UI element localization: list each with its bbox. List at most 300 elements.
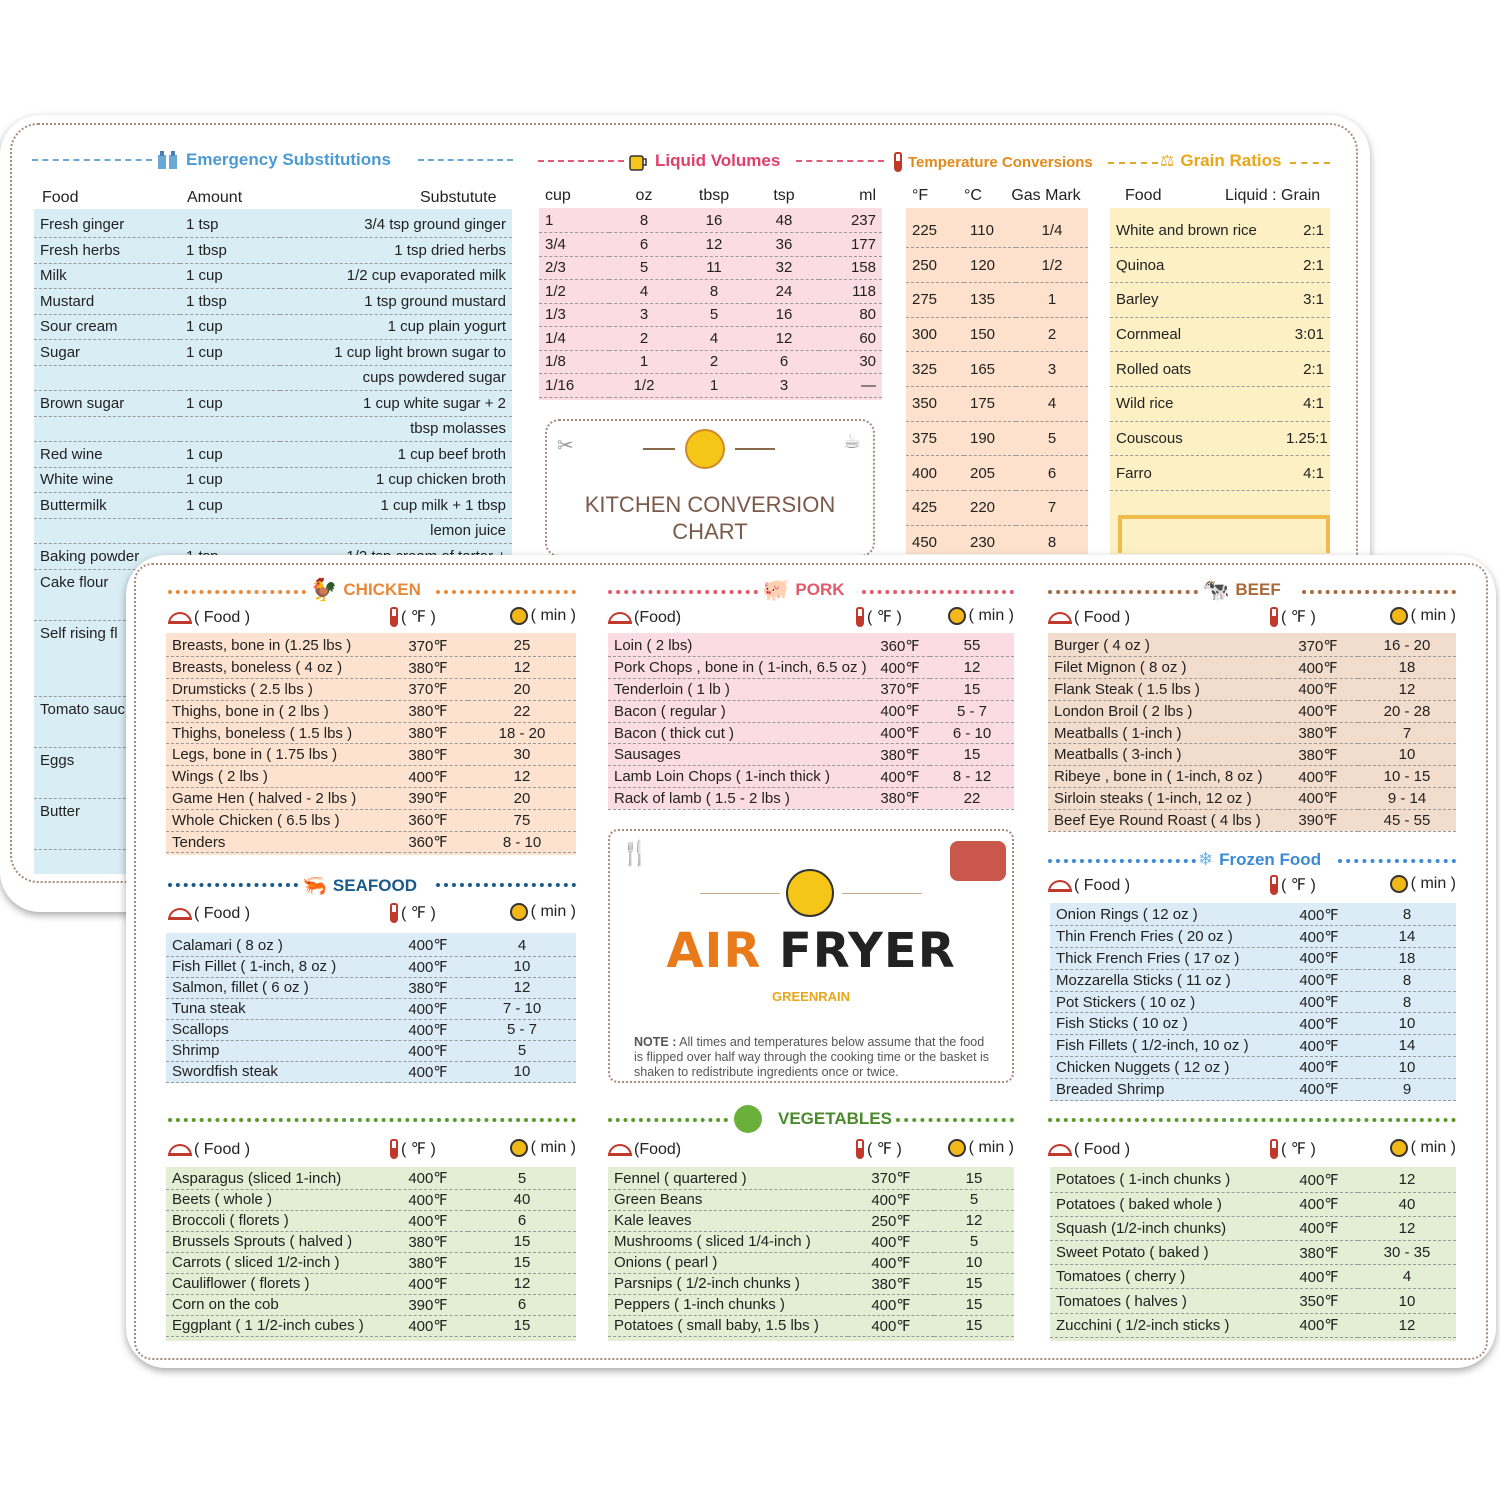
table-cell: Fish Sticks ( 10 oz ) (1050, 1013, 1280, 1035)
table-cell: Mustard (34, 289, 180, 315)
table-cell: 10 (1358, 1057, 1456, 1079)
table-cell: 1.25:1 (1280, 421, 1330, 456)
col-amount: Amount (187, 189, 243, 206)
clock-icon (1390, 607, 1408, 625)
table-row (539, 209, 882, 233)
col-temp: ( ℉ ) (1281, 609, 1316, 626)
table-cell: 158 (819, 256, 882, 280)
table-cell: 1 tsp (180, 212, 280, 238)
table-row (34, 518, 512, 544)
thermometer-icon (390, 903, 398, 923)
table-cell: 370℉ (870, 679, 930, 701)
table-cell: Salmon, fillet ( 6 oz ) (166, 977, 388, 998)
pork-title-text: PORK (795, 580, 845, 599)
table-row (1048, 679, 1456, 701)
col-food: ( Food ) (1074, 609, 1131, 626)
table-cell: 8 (1016, 525, 1088, 560)
col-min: ( min ) (1410, 1139, 1456, 1156)
table-cell: 5 (468, 1168, 576, 1189)
table-cell: 400℉ (848, 1189, 934, 1210)
table-cell: 400℉ (1280, 1057, 1358, 1079)
table-row (539, 350, 882, 374)
table-cell: 1/2 (539, 280, 609, 304)
clock-icon (948, 1139, 966, 1157)
table-row (34, 314, 512, 340)
col-food: (Food) (634, 609, 682, 626)
table-row (34, 467, 512, 493)
table-row (166, 1189, 576, 1210)
table-cell: 400℉ (1280, 1013, 1358, 1035)
table-cell: 1/3 (539, 303, 609, 327)
table-cell: 10 - 15 (1358, 766, 1456, 788)
table-cell (180, 518, 280, 544)
table-cell: Eggs (34, 747, 512, 798)
table-cell: 400℉ (1280, 969, 1358, 991)
air-fryer-note (634, 1035, 994, 1080)
table-cell: Game Hen ( halved - 2 lbs ) (166, 788, 388, 810)
table-cell: 1 cup milk + 1 tbsp (280, 493, 512, 519)
divider-left (700, 893, 780, 894)
table-cell: 190 (964, 421, 1016, 456)
utensils-icon: ✂ (557, 435, 574, 457)
table-cell: 1/2 (1016, 248, 1088, 283)
table-cell: 380℉ (1278, 744, 1358, 766)
table-cell: Thin French Fries ( 20 oz ) (1050, 926, 1280, 948)
temperature-title (894, 152, 1093, 172)
table-cell: 16 (749, 303, 819, 327)
note-label: NOTE : (634, 1035, 677, 1049)
table-cell: Bacon ( regular ) (608, 700, 870, 722)
table-cell: 8 (609, 209, 679, 233)
table-cell: 5 - 7 (468, 1019, 576, 1040)
title-divider (436, 590, 576, 594)
table-cell: 10 (1358, 1289, 1456, 1313)
table-cell: 400℉ (1280, 948, 1358, 970)
table-row (34, 340, 512, 366)
col-min: ( min ) (968, 1139, 1014, 1156)
table-cell: 370℉ (1278, 635, 1358, 657)
table-cell: 400℉ (388, 1040, 468, 1061)
title-divider (1338, 859, 1456, 863)
table-cell: 400℉ (848, 1231, 934, 1252)
table-row (1050, 926, 1456, 948)
table-cell: 5 (1016, 421, 1088, 456)
table-cell: 20 (468, 788, 576, 810)
table-cell: Tenders (166, 831, 388, 853)
kitchen-chart-line2: CHART (672, 519, 748, 544)
beef-title-text: BEEF (1235, 580, 1281, 599)
table-row (1050, 1078, 1456, 1100)
table-row (906, 456, 1088, 491)
table-cell: 450 (906, 525, 964, 560)
table-row (608, 766, 1014, 788)
thermometer-icon (856, 1139, 864, 1159)
grain-table (1110, 213, 1330, 491)
table-row (166, 1315, 576, 1336)
table-cell: 4 (1358, 1265, 1456, 1289)
frozen-title (1198, 849, 1321, 870)
table-cell: Butter (34, 798, 512, 849)
shrimp-icon: 🦐 (302, 875, 327, 897)
liquid-title-text: Liquid Volumes (655, 151, 781, 170)
chicken-table (166, 635, 576, 853)
col-gasmark: Gas Mark (1011, 187, 1081, 204)
table-row (166, 635, 576, 657)
col-temp: ( ℉ ) (401, 609, 436, 626)
table-cell: 15 (468, 1315, 576, 1336)
table-cell: Thighs, boneless ( 1.5 lbs ) (166, 722, 388, 744)
table-cell: Wings ( 2 lbs ) (166, 766, 388, 788)
table-cell: Peppers ( 1-inch chunks ) (608, 1294, 848, 1315)
table-cell: 7 (1358, 722, 1456, 744)
table-cell: 350 (906, 386, 964, 421)
title-divider (1048, 590, 1198, 594)
chef-icon (786, 869, 834, 917)
table-cell (34, 416, 180, 442)
table-cell: 6 (468, 1210, 576, 1231)
table-cell: 2:1 (1280, 248, 1330, 283)
table-cell: 400℉ (1280, 1192, 1358, 1216)
table-cell: Potatoes ( baked whole ) (1050, 1192, 1280, 1216)
table-cell (180, 416, 280, 442)
teacup-icon: ☕ (843, 431, 861, 453)
table-cell: 400℉ (848, 1252, 934, 1273)
table-cell: 6 (468, 1294, 576, 1315)
table-cell: Meatballs ( 3-inch ) (1048, 744, 1278, 766)
table-cell: Breasts, boneless ( 4 oz ) (166, 657, 388, 679)
col-temp: ( ℉ ) (401, 1141, 436, 1158)
col-food: Food (42, 189, 79, 206)
table-row (1050, 1168, 1456, 1192)
table-row (539, 233, 882, 257)
table-cell: 1 cup (180, 391, 280, 417)
table-cell: 6 (749, 350, 819, 374)
table-cell: 1/8 (539, 350, 609, 374)
table-cell: Cornmeal (1110, 317, 1280, 352)
table-cell: 400℉ (1278, 788, 1358, 810)
col-grain-food: Food (1125, 187, 1162, 204)
table-cell: 400℉ (1278, 679, 1358, 701)
table-row (539, 256, 882, 280)
table-cell: 2 (1016, 317, 1088, 352)
table-cell: 12 (930, 657, 1014, 679)
table-cell: 1 (679, 374, 749, 398)
table-row (608, 1231, 1014, 1252)
table-row (34, 212, 512, 238)
table-cell (180, 365, 280, 391)
cabbage-icon (734, 1105, 762, 1133)
table-row (1110, 421, 1330, 456)
table-cell: 5 (934, 1189, 1014, 1210)
table-cell: 400℉ (388, 998, 468, 1019)
table-cell: 48 (749, 209, 819, 233)
table-cell: Fish Fillet ( 1-inch, 8 oz ) (166, 956, 388, 977)
table-row (906, 352, 1088, 387)
clock-icon (1390, 875, 1408, 893)
table-cell: Potatoes ( small baby, 1.5 lbs ) (608, 1315, 848, 1336)
table-row (1110, 317, 1330, 352)
table-cell: Calamari ( 8 oz ) (166, 935, 388, 956)
table-row (906, 317, 1088, 352)
grain-decoration (1118, 515, 1330, 553)
table-cell: Loin ( 2 lbs) (608, 635, 870, 657)
col-fahrenheit: °F (912, 187, 929, 204)
table-cell: 60 (819, 327, 882, 351)
table-cell: Swordfish steak (166, 1061, 388, 1082)
table-row (166, 1168, 576, 1189)
table-cell: 16 - 20 (1358, 635, 1456, 657)
table-cell: 1 tbsp (180, 289, 280, 315)
table-cell: 2 (609, 327, 679, 351)
table-cell: 380℉ (388, 722, 468, 744)
table-cell: 20 - 28 (1358, 700, 1456, 722)
chicken-title-text: CHICKEN (343, 580, 421, 599)
cloche-icon (608, 612, 632, 624)
col-tbsp: tbsp (698, 187, 730, 204)
table-row (34, 416, 512, 442)
table-cell: Kale leaves (608, 1210, 848, 1231)
table-cell: 380℉ (1280, 1241, 1358, 1265)
table-cell: Rack of lamb ( 1.5 - 2 lbs ) (608, 788, 870, 810)
table-cell (34, 518, 180, 544)
col-ml: ml (859, 187, 876, 204)
thermometer-icon (390, 607, 398, 627)
table-row (906, 248, 1088, 283)
table-cell: 250 (906, 248, 964, 283)
table-cell: 400℉ (388, 1210, 468, 1231)
table-cell: Sour cream (34, 314, 180, 340)
table-cell: 1 (539, 209, 609, 233)
table-row (166, 722, 576, 744)
table-cell: 1 cup (180, 263, 280, 289)
table-cell: 18 - 20 (468, 722, 576, 744)
table-cell: 380℉ (848, 1273, 934, 1294)
table-row (1110, 386, 1330, 421)
frozen-title-text: Frozen Food (1219, 849, 1322, 869)
table-cell: 400℉ (1280, 1216, 1358, 1240)
thermometer-icon (1270, 1139, 1278, 1159)
emergency-title-text: Emergency Substitutions (186, 150, 391, 169)
table-cell: Fennel ( quartered ) (608, 1168, 848, 1189)
table-row (1050, 1216, 1456, 1240)
table-cell (34, 365, 180, 391)
note-text: All times and temperatures below assume that the food is flipped over half way through the cooking time or the basket is shaken to redistribute ingredients once or twice. (634, 1035, 990, 1079)
table-cell: 1/4 (539, 327, 609, 351)
table-row (166, 935, 576, 956)
table-cell: 1 (609, 350, 679, 374)
kitchen-chart-line1: KITCHEN CONVERSION (584, 492, 836, 517)
table-row (608, 1210, 1014, 1231)
table-cell: 1 cup light brown sugar to (280, 340, 512, 366)
title-divider (608, 1118, 728, 1122)
table-cell: Fresh ginger (34, 212, 180, 238)
table-cell: Thighs, bone in ( 2 lbs ) (166, 700, 388, 722)
table-cell: 425 (906, 491, 964, 526)
seafood-title-text: SEAFOOD (332, 875, 417, 895)
liquid-header (539, 185, 882, 207)
col-temp: ( ℉ ) (1281, 1141, 1316, 1158)
cow-icon: 🐄 (1202, 577, 1230, 602)
table-cell: 12 (468, 657, 576, 679)
air-fryer-card (126, 555, 1496, 1368)
table-cell: 12 (1358, 1313, 1456, 1337)
table-cell: 15 (934, 1273, 1014, 1294)
table-cell: 325 (906, 352, 964, 387)
table-row (608, 635, 1014, 657)
col-celsius: °C (964, 187, 982, 204)
table-cell: Tomatoes ( cherry ) (1050, 1265, 1280, 1289)
table-row (608, 788, 1014, 810)
table-cell: 400℉ (1280, 1078, 1358, 1100)
col-temp: ( ℉ ) (867, 1141, 902, 1158)
table-cell: 400℉ (388, 1061, 468, 1082)
table-cell: 22 (468, 700, 576, 722)
arrow-right (735, 448, 775, 450)
table-cell: 45 - 55 (1358, 809, 1456, 831)
table-row (166, 1019, 576, 1040)
table-cell: 22 (930, 788, 1014, 810)
chicken-title (310, 577, 421, 603)
seafood-table (166, 935, 576, 1083)
table-cell: Wild rice (1110, 386, 1280, 421)
seafood-title (302, 873, 417, 898)
table-cell: Self rising fl (34, 620, 512, 696)
table-cell: Barley (1110, 282, 1280, 317)
table-row (1048, 809, 1456, 831)
clock-icon (510, 903, 528, 921)
table-cell: 380℉ (870, 788, 930, 810)
table-cell: Fresh herbs (34, 238, 180, 264)
table-cell: Tuna steak (166, 998, 388, 1019)
table-cell: Beets ( whole ) (166, 1189, 388, 1210)
table-row (608, 657, 1014, 679)
table-cell: 1/2 (609, 374, 679, 398)
table-cell: Whole Chicken ( 6.5 lbs ) (166, 809, 388, 831)
clock-icon (510, 607, 528, 625)
table-cell: 1 cup (180, 340, 280, 366)
table-cell: 1/16 (539, 374, 609, 398)
table-cell: 9 - 14 (1358, 788, 1456, 810)
col-tsp: tsp (773, 187, 795, 204)
col-food: ( Food ) (194, 609, 251, 626)
table-cell: 4:1 (1280, 386, 1330, 421)
table-cell: Onions ( pearl ) (608, 1252, 848, 1273)
veg-right-table (1050, 1168, 1456, 1338)
table-row (1050, 904, 1456, 926)
title-divider (168, 590, 306, 594)
table-row (1050, 1289, 1456, 1313)
table-cell: 1/4 (1016, 213, 1088, 248)
title-divider (1302, 590, 1456, 594)
col-min: ( min ) (530, 1139, 576, 1156)
table-cell: 3/4 (539, 233, 609, 257)
table-row (1050, 991, 1456, 1013)
clock-icon (948, 607, 966, 625)
table-cell: 15 (468, 1252, 576, 1273)
table-row (1110, 456, 1330, 491)
table-cell: Tomatoes ( halves ) (1050, 1289, 1280, 1313)
table-row (34, 238, 512, 264)
table-row (34, 493, 512, 519)
table-cell: Filet Mignon ( 8 oz ) (1048, 657, 1278, 679)
table-cell: 7 (1016, 491, 1088, 526)
table-row (166, 1040, 576, 1061)
table-row (608, 1273, 1014, 1294)
fryer-word: FRYER (779, 923, 956, 979)
cloche-icon (168, 612, 192, 624)
table-cell: 3 (609, 303, 679, 327)
cloche-icon (168, 1144, 192, 1156)
table-row (1050, 1241, 1456, 1265)
table-cell: Baking powder (34, 544, 180, 570)
table-row (166, 679, 576, 701)
table-row (608, 1168, 1014, 1189)
table-cell: 12 (679, 233, 749, 257)
frozen-table (1050, 904, 1456, 1101)
title-divider (168, 1118, 576, 1122)
table-cell: 380℉ (388, 744, 468, 766)
title-divider (896, 1118, 1014, 1122)
kitchen-chart-label (545, 419, 875, 557)
table-cell: 4 (468, 935, 576, 956)
table-cell: 1 tbsp (180, 238, 280, 264)
table-cell: 300 (906, 317, 964, 352)
table-cell: Sweet Potato ( baked ) (1050, 1241, 1280, 1265)
table-cell: 400℉ (1280, 904, 1358, 926)
table-cell: London Broil ( 2 lbs ) (1048, 700, 1278, 722)
table-cell: 390℉ (388, 788, 468, 810)
table-cell: 380℉ (388, 1252, 468, 1273)
table-row (166, 700, 576, 722)
col-food: (Food) (634, 1141, 682, 1158)
table-cell: 2:1 (1280, 213, 1330, 248)
table-cell: 400℉ (1280, 926, 1358, 948)
table-cell: 380℉ (1278, 722, 1358, 744)
scale-icon: ⚖ (1160, 153, 1175, 170)
table-cell: 30 - 35 (1358, 1241, 1456, 1265)
temperature-table (906, 213, 1088, 560)
title-divider (608, 590, 758, 594)
liquid-title (627, 150, 780, 172)
table-cell: 150 (964, 317, 1016, 352)
beef-table (1048, 635, 1456, 832)
table-row (608, 700, 1014, 722)
table-cell: 230 (964, 525, 1016, 560)
table-row (608, 1252, 1014, 1273)
table-cell: 400℉ (388, 935, 468, 956)
table-cell: 400℉ (1280, 1035, 1358, 1057)
table-cell: 8 - 12 (930, 766, 1014, 788)
title-divider (1108, 162, 1158, 164)
table-cell: 275 (906, 282, 964, 317)
table-cell: 380℉ (388, 700, 468, 722)
air-word: AIR (666, 923, 780, 979)
table-row (608, 679, 1014, 701)
table-cell: 10 (1358, 744, 1456, 766)
table-cell: 14 (1358, 926, 1456, 948)
table-row (608, 1315, 1014, 1336)
table-cell: Squash (1/2-inch chunks) (1050, 1216, 1280, 1240)
table-row (1050, 1313, 1456, 1337)
table-row (1050, 1265, 1456, 1289)
table-cell: 11 (679, 256, 749, 280)
table-cell: 1 tsp ground mustard (280, 289, 512, 315)
title-divider (862, 590, 1014, 594)
table-cell: Eggplant ( 1 1/2-inch cubes ) (166, 1315, 388, 1336)
table-cell: 400℉ (388, 1168, 468, 1189)
table-cell: Buttermilk (34, 493, 180, 519)
table-cell: 3/4 tsp ground ginger (280, 212, 512, 238)
